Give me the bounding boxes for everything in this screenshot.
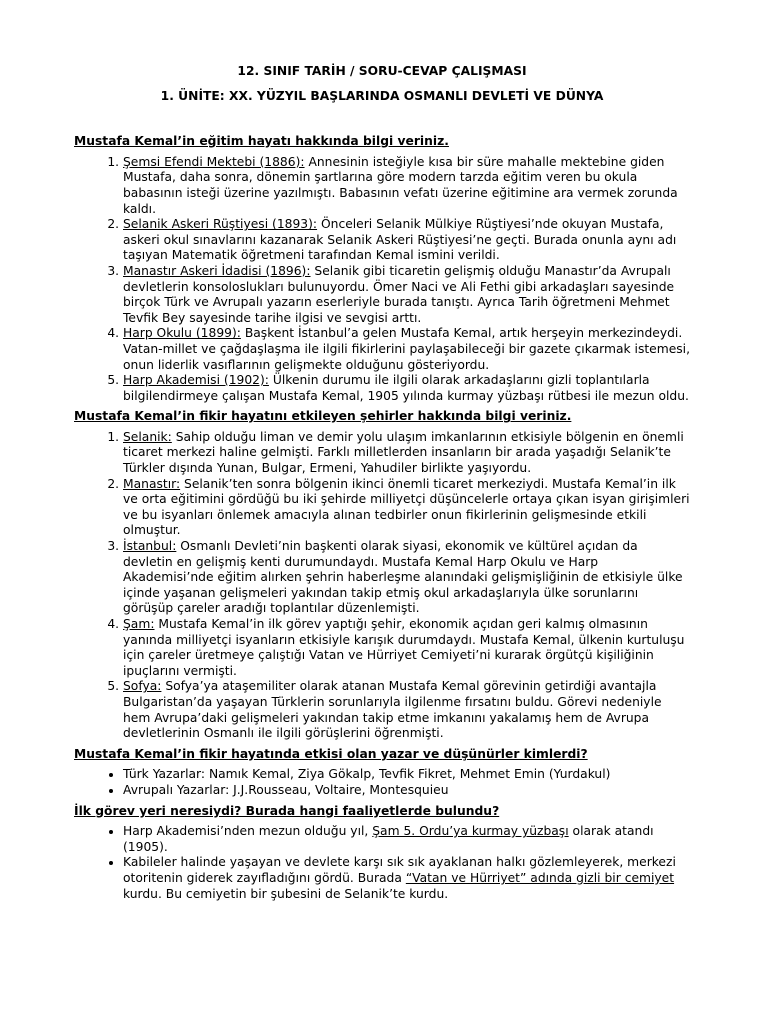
underlined-term: “Vatan ve Hürriyet” adında gizli bir cemiyet <box>405 870 675 885</box>
answer-item <box>123 783 690 799</box>
answer-item <box>123 679 690 741</box>
answer-text: Sofya’ya ataşemiliter olarak atanan Mustafa Kemal görevinin getirdiği avantajla Bulgaristan’da yaşayan Türklerin sorunlarıyla ilgilenme fırsatını buldu. Görevi nedeniyle hem Avrupa’daki gelişmeleri yakından takip etme imkanını yakalamış hem de Avrupa devletlerinin Osmanlı ile ilgili görüşlerini öğrenmişti. <box>123 679 662 741</box>
answer-item <box>123 264 690 326</box>
answer-item <box>123 477 690 539</box>
answer-item <box>123 326 690 373</box>
underlined-term: Selanik Askeri Rüştiyesi (1893): <box>123 217 318 232</box>
answer-text: olarak atandı (1905). <box>123 824 654 854</box>
document-title: 12. SINIF TARİH / SORU-CEVAP ÇALIŞMASI <box>237 64 527 78</box>
underlined-term: Sofya: <box>123 679 162 694</box>
bulleted-answer-list <box>74 824 690 902</box>
unit-title: 1. ÜNİTE: XX. YÜZYIL BAŞLARINDA OSMANLI DEVLETİ VE DÜNYA <box>160 88 604 103</box>
question-heading: İlk görev yeri neresiydi? Burada hangi faaliyetlerde bulundu? <box>74 803 500 818</box>
answer-text: Sahip olduğu liman ve demir yolu ulaşım imkanlarının etkisiyle bölgenin en önemli ticaret merkezi haline gelmişti. Farklı milletlerden insanların bir arada yaşadığı Selanik’te Türkler dışında Yunan, Bulgar, Ermeni, Yahudiler birlikte yaşıyordu. <box>123 429 684 476</box>
answer-text: Ülkenin durumu ile ilgili olarak arkadaşlarını gizli toplantılarla bilgilendirmeye çalışan Mustafa Kemal, 1905 yılında kurmay yüzbaşı rütbesi ile mezun oldu. <box>123 373 689 403</box>
underlined-term: Harp Okulu (1899): <box>123 326 241 341</box>
answer-item <box>123 617 690 679</box>
answer-text: Osmanlı Devleti’nin başkenti olarak siyasi, ekonomik ve kültürel açıdan da devletin en gelişmiş kenti durumundaydı. Mustafa Kemal Harp Okulu ve Harp Akademisi’nde eğitim alırken şehrin haberleşme alanındaki gelişmişliğinin de etkisiyle ülke içinde yaşanan gelişmeleri yakından takip etmiş okul arkadaşlarıyla ülke sorunlarını görüşüp çareler aradığı toplantılar düzenlemişti. <box>123 539 683 616</box>
underlined-term: İstanbul: <box>123 539 177 554</box>
bulleted-answer-list <box>74 767 690 798</box>
answer-text: Kabileler halinde yaşayan ve devlete karşı sık sık ayaklanan halkı gözlemleyerek, merkezi otoritenin giderek zayıfladığını gördü. Burada <box>123 855 676 885</box>
underlined-term: Harp Akademisi (1902): <box>123 373 269 388</box>
answer-text: Selanik’ten sonra bölgenin ikinci önemli ticaret merkeziydi. Mustafa Kemal’in ilk ve orta eğitimini gördüğü bu iki şehirde milliyetçi düşüncelerle ortaya çıkan isyan girişimleri ve bu isyanları önlemek amacıyla alınan tedbirler onun fikirlerinin gelişmesinde etkili olmuştur. <box>123 476 690 538</box>
answer-item <box>123 373 690 404</box>
answer-item <box>123 855 690 902</box>
underlined-term: Şemsi Efendi Mektebi (1886): <box>123 154 305 169</box>
question-heading: Mustafa Kemal’in eğitim hayatı hakkında bilgi veriniz. <box>74 134 449 149</box>
question-heading: Mustafa Kemal’in fikir hayatında etkisi olan yazar ve düşünürler kimlerdi? <box>74 746 588 761</box>
answer-item <box>123 824 690 855</box>
answer-text: kurdu. Bu cemiyetin bir şubesini de Selanik’te kurdu. <box>123 886 449 901</box>
underlined-term: Manastır Askeri İdadisi (1896): <box>123 263 311 278</box>
underlined-term: Manastır: <box>123 476 181 491</box>
answer-item <box>123 539 690 617</box>
underlined-term: Şam 5. Ordu’ya kurmay yüzbaşı <box>372 824 569 839</box>
answer-item <box>123 155 690 217</box>
answer-item <box>123 767 690 783</box>
answer-item <box>123 430 690 477</box>
numbered-answer-list <box>74 155 690 405</box>
answer-text: Annesinin isteğiyle kısa bir süre mahalle mektebine giden Mustafa, daha sonra, dönemin şartlarına göre modern tarzda eğitim veren bu okula babasının isteği üzerine yazılmıştı. Babasının vefatı üzerine eğitimine ara vermek zorunda kaldı. <box>123 154 678 216</box>
answer-item <box>123 217 690 264</box>
answer-text: Türk Yazarlar: Namık Kemal, Ziya Gökalp, Tevfik Fikret, Mehmet Emin (Yurdakul) <box>123 767 611 782</box>
answer-text: Mustafa Kemal’in ilk görev yaptığı şehir, ekonomik açıdan geri kalmış olmasının yanında milliyetçi isyanların etkisiyle karışık durumdaydı. Mustafa Kemal, ülkenin kurtuluşu için çareler üretmeye çalıştığı Vatan ve Hürriyet Cemiyeti’ni kurarak örgütçü kişiliğinin ipuçlarını vermişti. <box>123 617 685 678</box>
numbered-answer-list <box>74 430 690 742</box>
answer-text: Harp Akademisi’nden mezun olduğu yıl, <box>123 824 373 839</box>
underlined-term: Selanik: <box>123 429 172 444</box>
answer-text: Selanik gibi ticaretin gelişmiş olduğu Manastır’da Avrupalı devletlerin konsoloslukları bulunuyordu. Ömer Naci ve Ali Fethi gibi arkadaşları sayesinde birçok Türk ve Avrupalı yazarın eserleriyle burada tanıştı. Ayrıca Tarih öğretmeni Mehmet Tevfik Bey sayesinde tarihe ilgisi ve sevgisi arttı. <box>123 263 675 325</box>
answer-text: Avrupalı Yazarlar: J.J.Rousseau, Voltaire, Montesquieu <box>123 782 449 797</box>
answer-text: Önceleri Selanik Mülkiye Rüştiyesi’nde okuyan Mustafa, askeri okul sınavlarını kazanarak Selanik Askeri Rüştiyesi’ne geçti. Burada onunla aynı adı taşıyan Matematik öğretmeni tarafından Kemal ismini verildi. <box>123 217 677 263</box>
sections-container <box>74 134 690 902</box>
question-heading: Mustafa Kemal’in fikir hayatını etkileyen şehirler hakkında bilgi veriniz. <box>74 409 572 424</box>
answer-text: Başkent İstanbul’a gelen Mustafa Kemal, artık herşeyin merkezindeydi. Vatan-millet ve çağdaşlaşma ile ilgili fikirlerini paylaşabileceği bir gazete çıkarmak istemesi, onun liderlik vasıflarının gelişmekte olduğunu gösteriyordu. <box>123 326 691 372</box>
underlined-term: Şam: <box>123 617 155 631</box>
